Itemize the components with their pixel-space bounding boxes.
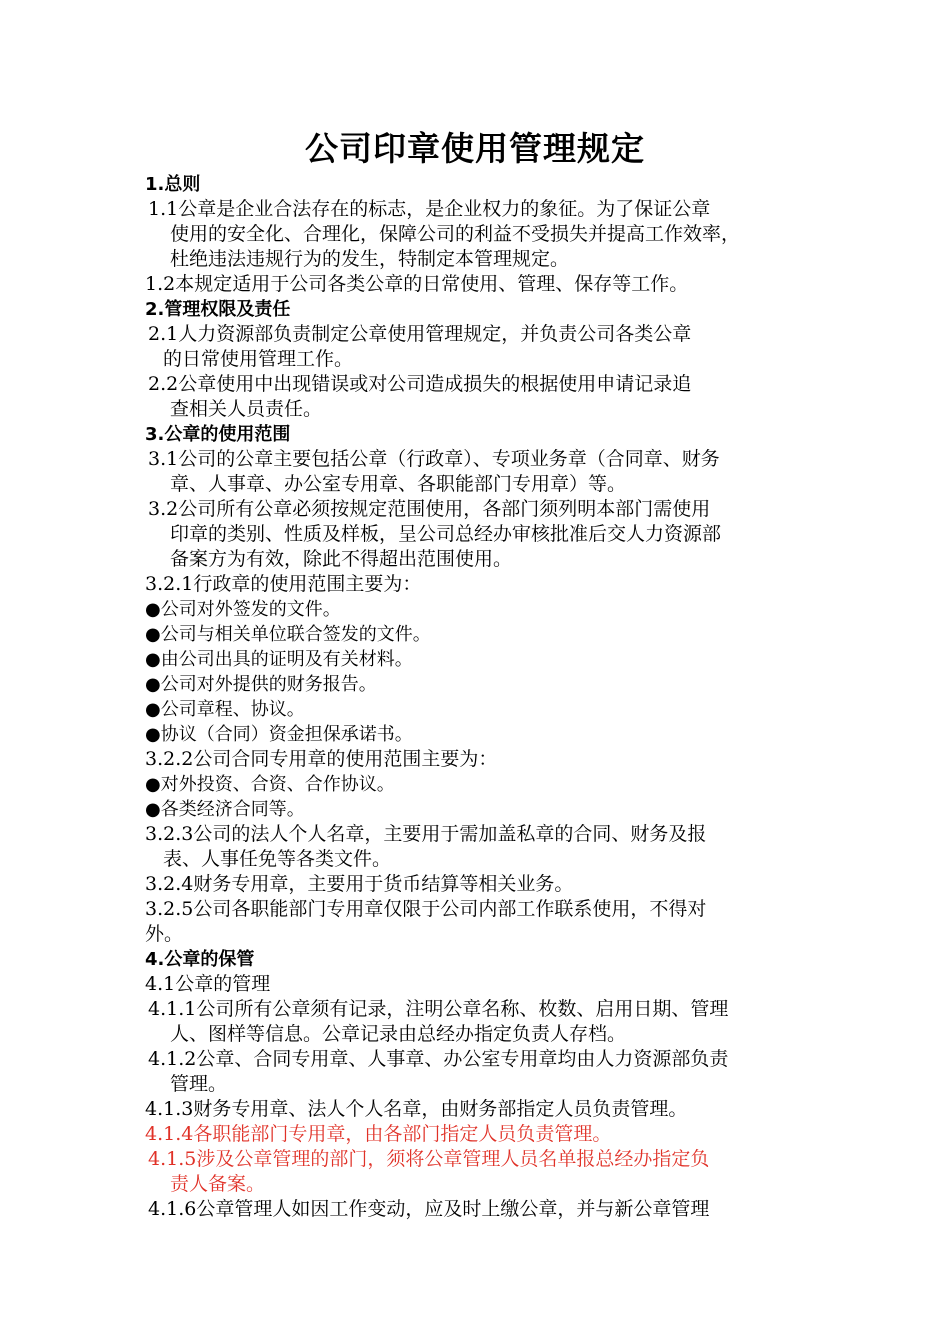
clause-3-2-cont: 印章的类别、性质及样板，呈公司总经办审核批准后交人力资源部 bbox=[170, 523, 722, 545]
clause-3-2-5-cont: 外。 bbox=[145, 923, 184, 945]
clause-4-1-5-cont-highlighted: 责人备案。 bbox=[170, 1173, 266, 1195]
clause-4-1-2: 4.1.2公章、合同专用章、人事章、办公室专用章均由人力资源部负责 bbox=[148, 1048, 729, 1070]
clause-3-1: 3.1公司的公章主要包括公章（行政章）、专项业务章（合同章、财务 bbox=[148, 448, 720, 470]
section-heading-4: 4.公章的保管 bbox=[145, 949, 255, 970]
clause-3-1-cont: 章、人事章、办公室专用章、各职能部门专用章）等。 bbox=[170, 473, 627, 495]
clause-1-2: 1.2本规定适用于公司各类公章的日常使用、管理、保存等工作。 bbox=[145, 273, 689, 295]
clause-3-2-4: 3.2.4财务专用章，主要用于货币结算等相关业务。 bbox=[145, 873, 574, 895]
bullet-item: ●协议（合同）资金担保承诺书。 bbox=[145, 724, 413, 745]
clause-4-1-1: 4.1.1公司所有公章须有记录，注明公章名称、枚数、启用日期、管理 bbox=[148, 998, 729, 1020]
clause-2-1-cont: 的日常使用管理工作。 bbox=[163, 348, 354, 370]
bullet-item: ●公司对外提供的财务报告。 bbox=[145, 674, 377, 695]
clause-4-1-3: 4.1.3财务专用章、法人个人名章，由财务部指定人员负责管理。 bbox=[145, 1098, 688, 1120]
clause-3-2-1: 3.2.1行政章的使用范围主要为： bbox=[145, 573, 422, 595]
clause-1-1-cont: 使用的安全化、合理化，保障公司的利益不受损失并提高工作效率， bbox=[170, 223, 741, 245]
section-heading-3: 3.公章的使用范围 bbox=[145, 424, 291, 445]
bullet-item: ●公司与相关单位联合签发的文件。 bbox=[145, 624, 431, 645]
clause-4-1-5-highlighted: 4.1.5涉及公章管理的部门，须将公章管理人员名单报总经办指定负 bbox=[148, 1148, 710, 1170]
clause-4-1-2-cont: 管理。 bbox=[170, 1073, 228, 1095]
bullet-item: ●公司章程、协议。 bbox=[145, 699, 305, 720]
clause-3-2-cont: 备案方为有效，除此不得超出范围使用。 bbox=[170, 548, 513, 570]
clause-1-1-cont: 杜绝违法违规行为的发生，特制定本管理规定。 bbox=[170, 248, 570, 270]
clause-2-1: 2.1人力资源部负责制定公章使用管理规定，并负责公司各类公章 bbox=[148, 323, 692, 345]
clause-1-1: 1.1公章是企业合法存在的标志，是企业权力的象征。为了保证公章 bbox=[148, 198, 711, 220]
clause-4-1-1-cont: 人、图样等信息。公章记录由总经办指定负责人存档。 bbox=[170, 1023, 627, 1045]
clause-4-1-4-highlighted: 4.1.4各职能部门专用章，由各部门指定人员负责管理。 bbox=[145, 1123, 612, 1145]
bullet-item: ●由公司出具的证明及有关材料。 bbox=[145, 649, 413, 670]
page-title: 公司印章使用管理规定 bbox=[305, 129, 645, 168]
clause-2-2-cont: 查相关人员责任。 bbox=[170, 398, 323, 420]
document-body bbox=[145, 172, 813, 1222]
clause-4-1-6: 4.1.6公章管理人如因工作变动，应及时上缴公章，并与新公章管理 bbox=[148, 1198, 710, 1220]
clause-4-1: 4.1公章的管理 bbox=[145, 973, 271, 995]
clause-2-2: 2.2公章使用中出现错误或对公司造成损失的根据使用申请记录追 bbox=[148, 373, 692, 395]
clause-3-2-5: 3.2.5公司各职能部门专用章仅限于公司内部工作联系使用，不得对 bbox=[145, 898, 707, 920]
clause-3-2-3-cont: 表、人事任免等各类文件。 bbox=[163, 848, 392, 870]
section-heading-2: 2.管理权限及责任 bbox=[145, 299, 291, 320]
bullet-item: ●对外投资、合资、合作协议。 bbox=[145, 774, 395, 795]
bullet-item: ●公司对外签发的文件。 bbox=[145, 599, 341, 620]
clause-3-2: 3.2公司所有公章必须按规定范围使用，各部门须列明本部门需使用 bbox=[148, 498, 711, 520]
clause-3-2-3: 3.2.3公司的法人个人名章，主要用于需加盖私章的合同、财务及报 bbox=[145, 823, 707, 845]
section-heading-1: 1.总则 bbox=[145, 174, 201, 195]
clause-3-2-2: 3.2.2公司合同专用章的使用范围主要为： bbox=[145, 748, 498, 770]
bullet-item: ●各类经济合同等。 bbox=[145, 799, 305, 820]
